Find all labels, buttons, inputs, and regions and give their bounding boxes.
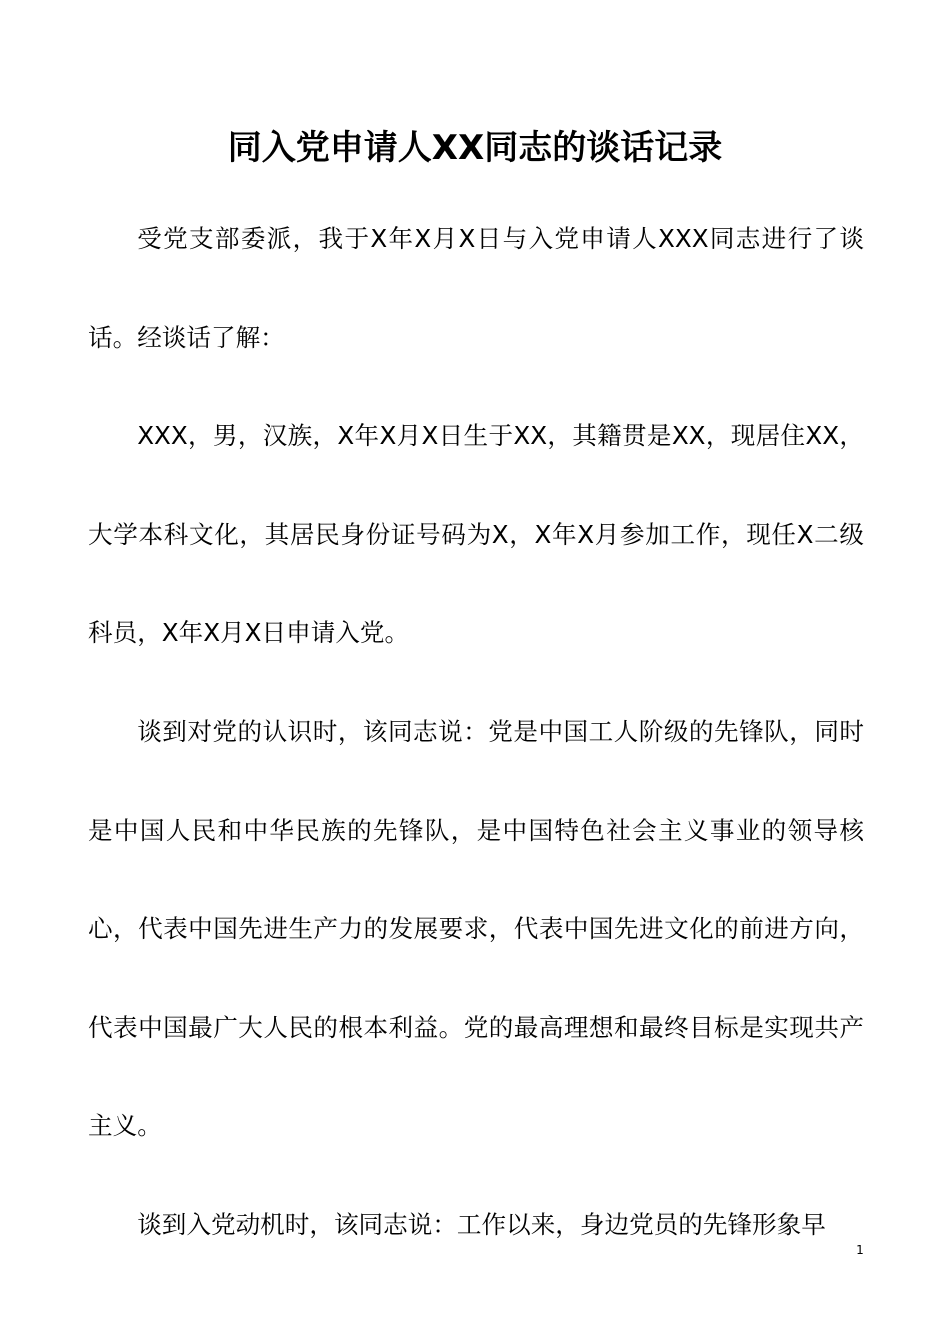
page-number: 1 — [856, 1243, 864, 1257]
paragraph-personal-info: XXX，男，汉族，X年X月X日生于XX，其籍贯是XX，现居住XX，大学本科文化，其居民身份证号码为X，X年X月参加工作，现任X二级科员，X年X月X日申请入党。 — [88, 421, 864, 648]
paragraph-party-understanding: 谈到对党的认识时，该同志说：党是中国工人阶级的先锋队，同时是中国人民和中华民族的先锋队，是中国特色社会主义事业的领导核心，代表中国先进生产力的发展要求，代表中国先进文化的前进方向，代表中国最广大人民的根本利益。党的最高理想和最终目标是实现共产主义。 — [88, 716, 864, 1141]
paragraph-motivation: 谈到入党动机时，该同志说：工作以来，身边党员的先锋形象早 — [137, 1209, 826, 1239]
document-title: 同入党申请人XX同志的谈话记录 — [227, 128, 723, 168]
paragraph-intro: 受党支部委派，我于X年X月X日与入党申请人XXX同志进行了谈话。经谈话了解： — [88, 224, 864, 352]
document-body — [88, 190, 864, 1275]
